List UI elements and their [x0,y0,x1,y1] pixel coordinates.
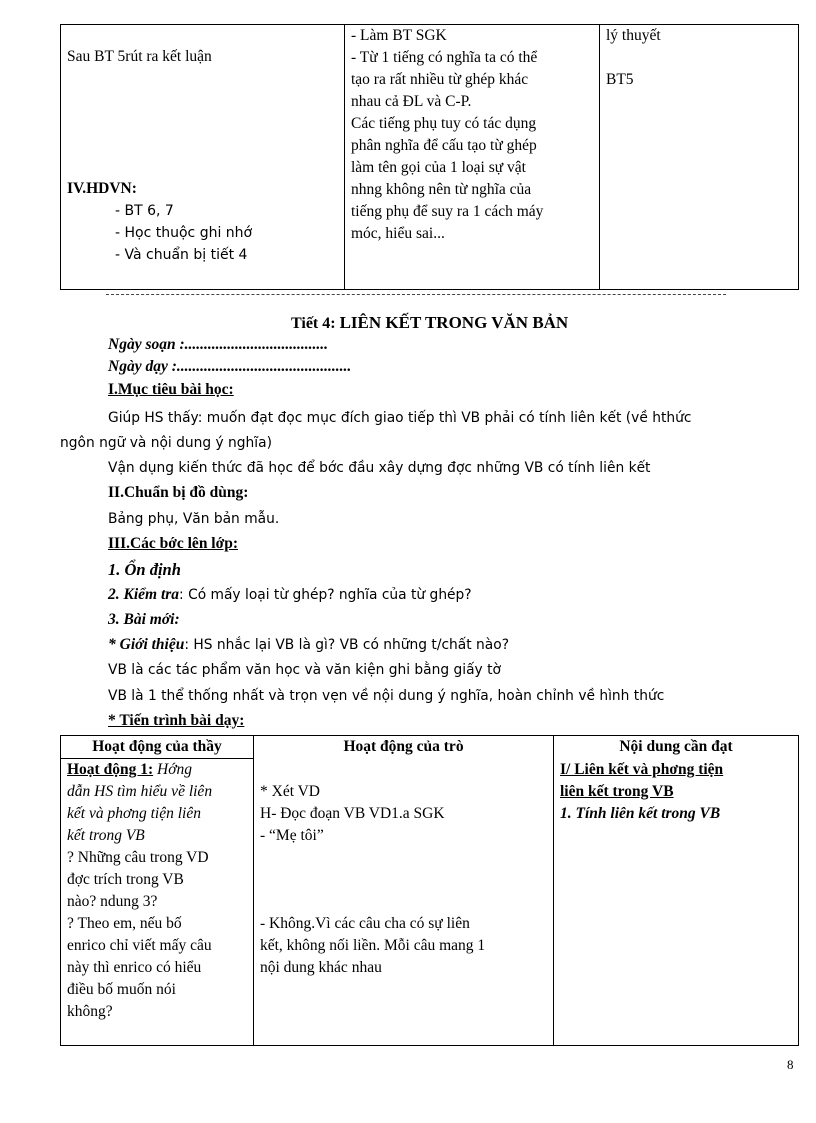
top-col-content [600,25,799,290]
content-text: lý thuyết [606,27,661,44]
text-line: phân nghĩa để cấu tạo từ ghép [351,137,537,154]
question-line: ? Theo em, nếu bố [67,915,182,932]
title-text: LIÊN KẾT TRONG VĂN BẢN [339,313,569,332]
gioi-thieu-label: * Giới thiệu [108,636,185,653]
content-heading: liên kết trong VB [560,782,674,800]
question-line: đợc trích trong VB [67,871,184,888]
gioi-thieu-text: : HS nhắc lại VB là gì? VB có những t/chất nào? [184,637,510,653]
section-divider [106,294,726,295]
content-text: BT5 [606,71,634,88]
question-line: này thì enrico có hiểu [67,959,202,976]
text-line: móc, hiểu sai... [351,225,445,242]
top-col-student [345,25,600,290]
bai-moi: 3. Bài mới: [108,611,180,628]
gioi-thieu-line [108,634,509,656]
student-line: - Không.Vì các câu cha có sự liên [260,914,470,932]
question-line: điều bố muốn nói [67,981,176,998]
hdvn-item: - Học thuộc ghi nhớ [115,225,253,241]
kiem-tra-text: : Có mấy loại từ ghép? nghĩa của từ ghép? [179,587,472,603]
text-line: nhng không nên từ nghĩa của [351,181,532,198]
text-line: tạo ra rất nhiều từ ghép khác [351,71,529,88]
kiem-tra-line [108,584,472,606]
paragraph: Vận dụng kiến thức đã học để bớc đầu xây dựng đợc những VB có tính liên kết [108,460,651,476]
paragraph: Giúp HS thấy: muốn đạt đọc mục đích giao tiếp thì VB phải có tính liên kết (về hthức [108,410,692,426]
lesson-table [60,735,799,1046]
student-line: nội dung khác nhau [260,958,382,976]
muc-tieu-title: I.Mục tiêu bài học: [108,381,234,398]
question-line: không? [67,1003,113,1020]
kiem-tra-label: 2. Kiểm tra [108,586,180,603]
conclusion-text: Sau BT 5rút ra kết luận [67,48,212,65]
hdvn-item: - BT 6, 7 [115,203,174,219]
hd1-line: dẫn HS tìm hiểu về liên [67,783,213,800]
student-cell [254,759,554,1046]
chuan-bi-text: Bảng phụ, Văn bản mẫu. [108,511,280,527]
question-line: ? Những câu trong VD [67,849,209,866]
question-line: enrico chỉ viết mấy câu [67,937,212,954]
hd1-line: kết và phơng tiện liên [67,805,201,822]
vb-line: VB là 1 thể thống nhất và trọn vẹn về nội dung ý nghĩa, hoàn chỉnh về hình thức [108,688,665,704]
text-line: làm tên gọi của 1 loại sự vật [351,159,526,176]
top-table [60,24,799,290]
page-number: 8 [787,1057,794,1072]
text-line: nhau cả ĐL và C-P. [351,93,472,110]
header-content: Nội dung cần đạt [554,736,799,759]
tien-trinh-title: * Tiến trình bài dạy: [108,712,245,729]
content-heading: I/ Liên kết và phơng tiện [560,760,724,778]
header-teacher: Hoạt động của thầy [61,736,254,759]
title-prefix: Tiết 4: [291,315,336,332]
top-col-teacher [61,25,345,290]
student-line: * Xét VD [260,782,320,800]
text-line: Các tiếng phụ tuy có tác dụng [351,115,537,132]
teacher-cell [61,759,254,1046]
paragraph: ngôn ngữ và nội dung ý nghĩa) [60,435,272,451]
vb-line: VB là các tác phẩm văn học và văn kiện ghi bằng giấy tờ [108,662,501,678]
hd1-label: Hoạt động 1: [67,761,154,778]
header-student: Hoạt động của trò [254,736,554,759]
question-line: nào? ndung 3? [67,893,158,910]
text-line: - Từ 1 tiếng có nghĩa ta có thể [351,49,538,66]
student-line: - “Mẹ tôi” [260,826,324,844]
student-line: H- Đọc đoạn VB VD1.a SGK [260,804,445,822]
hd1-line: Hớng [153,761,192,778]
content-sub: 1. Tính liên kết trong VB [560,804,721,822]
text-line: - Làm BT SGK [351,27,447,44]
ngay-soan: Ngày soạn :..................................... [108,336,329,353]
hdvn-item: - Và chuẩn bị tiết 4 [115,247,248,263]
chuan-bi-title: II.Chuẩn bị đồ dùng: [108,484,249,501]
content-cell [554,759,799,1046]
text-line: tiếng phụ để suy ra 1 cách máy [351,203,544,220]
cac-buoc-title: III.Các bớc lên lớp: [108,535,238,552]
ngay-day: Ngày dạy :............................................. [108,358,352,375]
hd1-line: kết trong VB [67,827,145,844]
hdvn-title: IV.HDVN: [67,180,137,197]
student-line: kết, không nối liền. Mỗi câu mang 1 [260,936,486,954]
lesson-title [291,312,568,335]
on-dinh: 1. Ổn định [108,560,181,579]
